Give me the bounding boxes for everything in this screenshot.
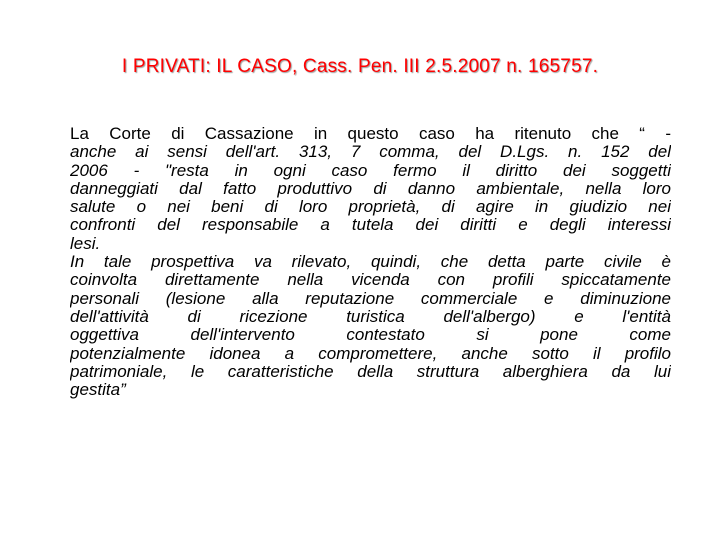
paragraph-1 [70,125,671,253]
paragraph-2 [70,253,671,399]
text-line: In tale prospettiva va rilevato, quindi, che detta parte civile è [70,253,671,272]
text-line: oggettiva dell'intervento contestato si pone come [70,326,671,345]
text-line: La Corte di Cassazione in questo caso ha ritenuto che “ - [70,125,671,143]
text-line: patrimoniale, le caratteristiche della struttura alberghiera da lui [70,362,671,381]
text-line: potenzialmente idonea a compromettere, anche sotto il profilo [70,344,671,363]
text-line: dell'attività di ricezione turistica dell'albergo) e l'entità [70,307,671,326]
text-line: personali (lesione alla reputazione commerciale e diminuzione [70,289,671,308]
text-line: coinvolta direttamente nella vicenda con profili spiccatamente [70,271,671,290]
text-line: 2006 - "resta in ogni caso fermo il diritto dei soggetti [70,161,671,180]
text-line: danneggiati dal fatto produttivo di danno ambientale, nella loro [70,179,671,198]
text-line: anche ai sensi dell'art. 313, 7 comma, del D.Lgs. n. 152 del [70,143,671,162]
text-line: gestita” [70,381,126,400]
text-line: salute o nei beni di loro proprietà, di agire in giudizio nei [70,198,671,217]
slide-body [70,125,671,399]
text-line: lesi. [70,234,101,253]
text-line: confronti del responsabile a tutela dei diritti e degli interessi [70,216,671,235]
slide-title: I PRIVATI: IL CASO, Cass. Pen. III 2.5.2007 n. 165757. [121,56,599,77]
